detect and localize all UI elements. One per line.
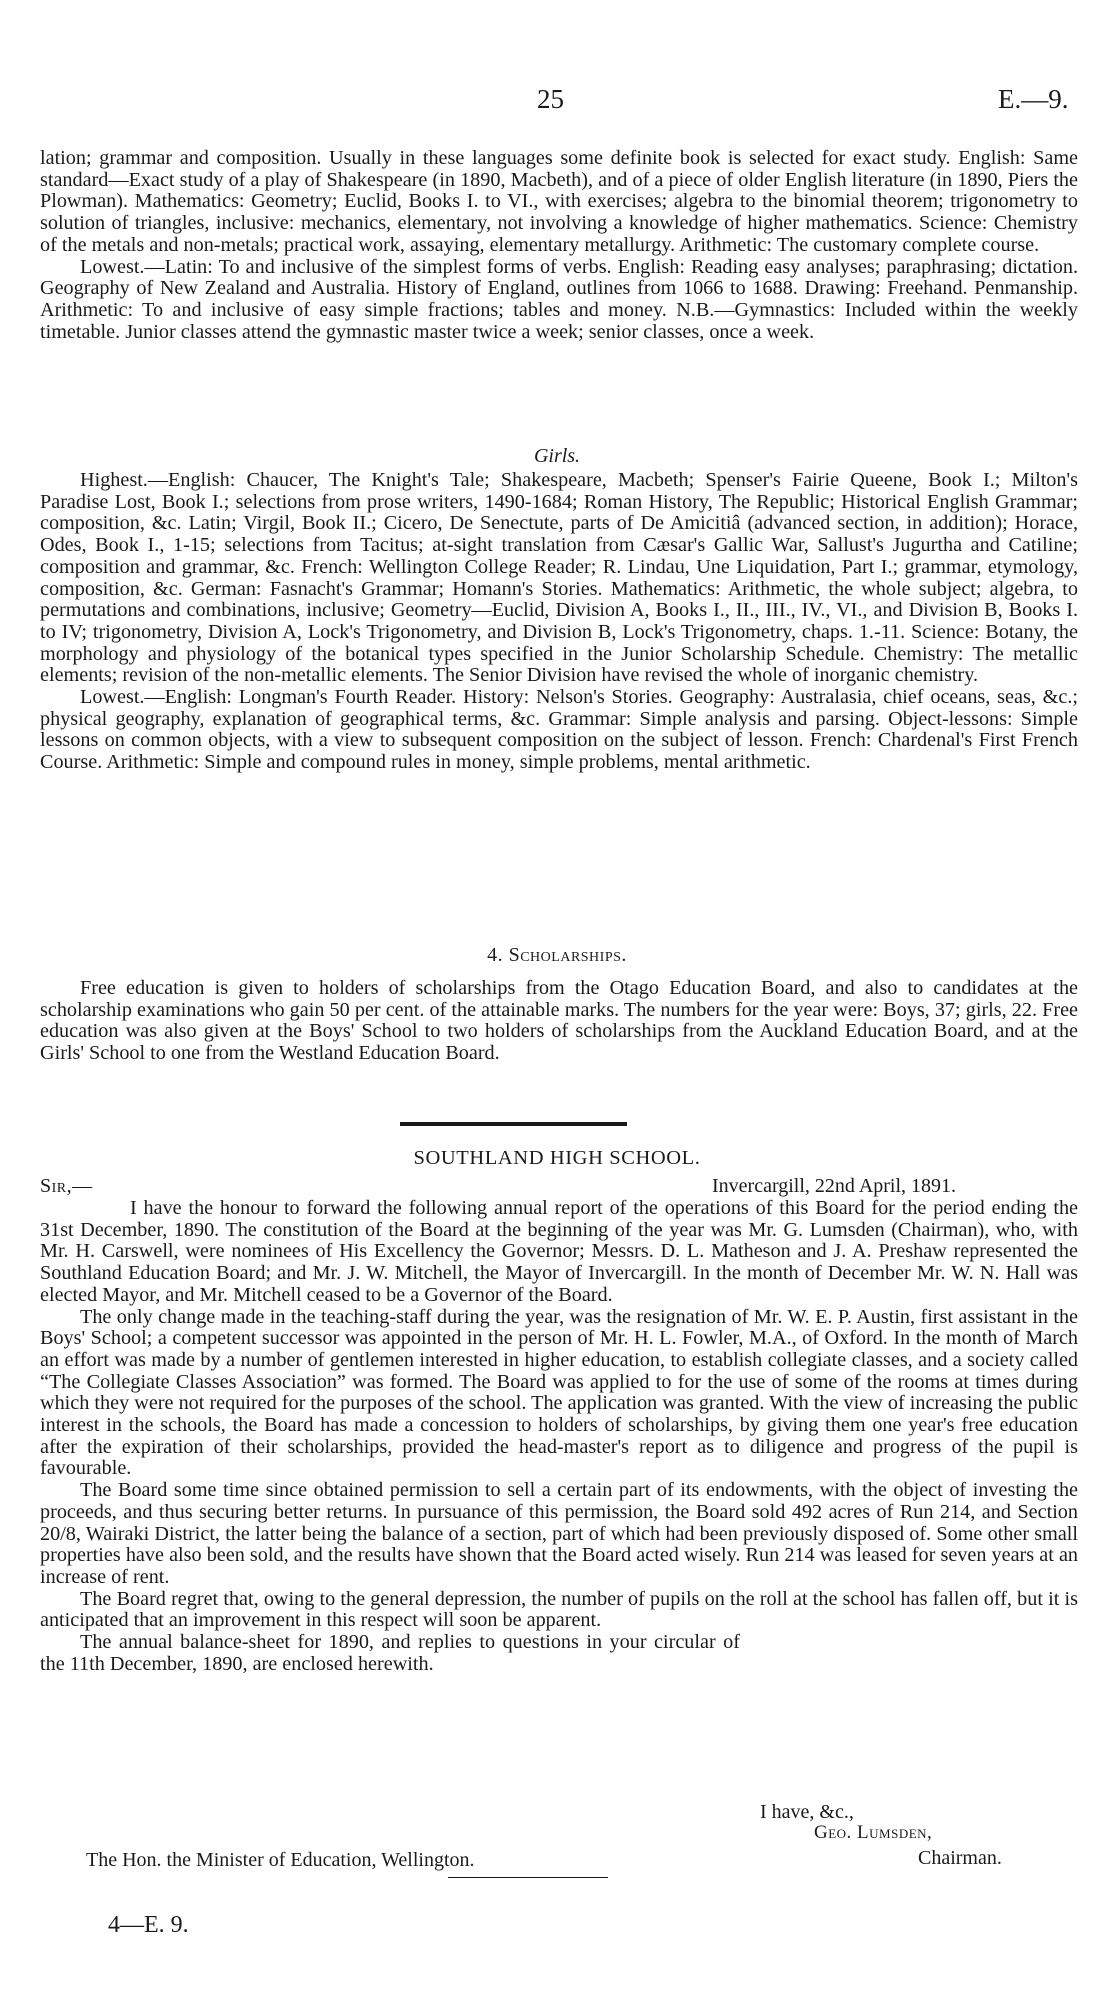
footer-mark: 4—E. 9.: [108, 1912, 189, 1938]
paragraph: The annual balance-sheet for 1890, and replies to questions in your circular of the 11th December, 1890, are enclosed herewith.: [40, 1631, 740, 1675]
paragraph: The Board some time since obtained permission to sell a certain part of its endowments, with the object of investing the proceeds, and thus securing better returns. In pursuance of this permission, the Board sold 492 acres of Run 214, and Section 20/8, Wairaki District, the latter being the balance of a section, part of which had been previously disposed of. Some other small properties have also been sold, and the results have shown that the Board acted wisely. Run 214 was leased for seven years at an increase of rent.: [40, 1479, 1078, 1588]
document-reference: E.—9.: [998, 84, 1069, 114]
page-number: 25: [537, 84, 564, 114]
closing-rule: [448, 1877, 608, 1878]
signature-title: Chairman.: [918, 1847, 1002, 1869]
paragraph: lation; grammar and composition. Usually in these languages some definite book is selected for exact study. English: Same standard—Exact study of a play of Shakespeare (in 1890, Macbeth), and of a piece of older English literature (in 1890, Piers the Plowman). Mathematics: Geometry; Euclid, Books I. to VI., with exercises; algebra to the binomial theorem; trigonometry to solution of triangles, inclusive: mechanics, elementary, not involving a knowledge of higher mathematics. Science: Chemistry of the metals and non-metals; practical work, assaying, elementary metallurgy. Arithmetic: The customary complete course.: [40, 147, 1078, 256]
paragraph: Free education is given to holders of scholarships from the Otago Education Board, and also to candidates at the scholarship examinations who gain 50 per cent. of the attainable marks. The numbers for the year were: Boys, 37; girls, 22. Free education was also given at the Boys' School to two holders of scholarships from the Auckland Education Board, and at the Girls' School to one from the Westland Education Board.: [40, 977, 1078, 1065]
closing-line: I have, &c.,: [760, 1801, 854, 1823]
salutation: Sir,—: [40, 1175, 93, 1197]
paragraph: I have the honour to forward the following annual report of the operations of this Board for the period ending the 31st December, 1890. The constitution of the Board at the beginning of the year was Mr. G. Lumsden (Chairman), who, with Mr. H. Carswell, were nominees of His Excellency the Governor; Messrs. D. L. Matheson and J. A. Preshaw represented the Southland Education Board; and Mr. J. W. Mitchell, the Mayor of Invercargill. In the month of December Mr. W. N. Hall was elected Mayor, and Mr. Mitchell ceased to be a Governor of the Board.: [40, 1197, 1078, 1306]
paragraph: The only change made in the teaching-staff during the year, was the resignation of Mr. W. E. P. Austin, first assistant in the Boys' School; a competent successor was appointed in the person of Mr. H. L. Fowler, M.A., of Oxford. In the month of March an effort was made by a number of gentlemen interested in higher education, to establish collegiate classes, and a society called “The Collegiate Classes Association” was formed. The Board was applied to for the use of some of the rooms at times during which they were not required for the purposes of the school. The application was granted. With the view of increasing the public interest in the schools, the Board has made a concession to holders of scholarships, by giving them one year's free education after the expiration of their scholarships, provided the head-master's report as to diligence and progress of the pupil is favourable.: [40, 1305, 1078, 1480]
scholarships-heading: 4. Scholarships.: [487, 944, 627, 966]
paragraph: Lowest.—English: Longman's Fourth Reader. History: Nelson's Stories. Geography: Australasia, chief oceans, seas, &c.; physical geography, explanation of geographical terms, &c. Grammar: Simple analysis and parsing. Object-lessons: Simple lessons on common objects, with a view to subsequent composition on the subject of lesson. French: Chardenal's First French Course. Arithmetic: Simple and compound rules in money, simple problems, mental arithmetic.: [40, 686, 1078, 774]
paragraph: Highest.—English: Chaucer, The Knight's Tale; Shakespeare, Macbeth; Spenser's Fairie Queene, Book I.; Milton's Paradise Lost, Book I.; selections from prose writers, 1490-1684; Roman History, The Republic; Historical English Grammar; composition, &c. Latin; Virgil, Book II.; Cicero, De Senectute, parts of De Amicitiâ (advanced section, in addition); Horace, Odes, Book I., 1-15; selections from Tacitus; at-sight translation from Cæsar's Gallic War, Sallust's Jugurtha and Catiline; composition and grammar, &c. French: Wellington College Reader; R. Lindau, Une Liquidation, Part I.; grammar, etymology, composition, &c. German: Fasnacht's Grammar; Homann's Stories. Mathematics: Arithmetic, the whole subject; algebra, to permutations and combinations, inclusive; Geometry—Euclid, Division A, Books I., II., III., IV., VI., and Division B, Books I. to IV; trigonometry, Division A, Lock's Trigonometry, and Division B, Lock's Trigonometry, chaps. 1.-11. Science: Botany, the morphology and physiology of the botanical types specified in the Junior Scholarship Schedule. Chemistry: The metallic elements; revision of the non-metallic elements. The Senior Division have revised the whole of inorganic chemistry.: [40, 469, 1078, 687]
section-divider: [400, 1122, 627, 1126]
signature: Geo. Lumsden,: [814, 1822, 933, 1843]
paragraph: The Board regret that, owing to the general depression, the number of pupils on the roll at the school has fallen off, but it is anticipated that an improvement in this respect will soon be apparent.: [40, 1587, 1078, 1632]
scholarships-block: [40, 978, 1078, 1065]
girls-curriculum-block: [40, 470, 1078, 774]
girls-heading: Girls.: [533, 445, 581, 467]
letter-title: SOUTHLAND HIGH SCHOOL.: [413, 1147, 701, 1169]
addressee: The Hon. the Minister of Education, Wellington.: [86, 1849, 475, 1871]
paragraph: Lowest.—Latin: To and inclusive of the simplest forms of verbs. English: Reading easy analyses; paraphrasing; dictation. Geography of New Zealand and Australia. History of England, outlines from 1066 to 1688. Drawing: Freehand. Penmanship. Arithmetic: To and inclusive of easy simple fractions; tables and money. N.B.—Gymnastics: Included within the weekly timetable. Junior classes attend the gymnastic master twice a week; senior classes, once a week.: [40, 255, 1078, 343]
boys-curriculum-block: [40, 148, 1078, 343]
letter-body: [40, 1198, 1078, 1675]
place-date: Invercargill, 22nd April, 1891.: [712, 1175, 957, 1197]
